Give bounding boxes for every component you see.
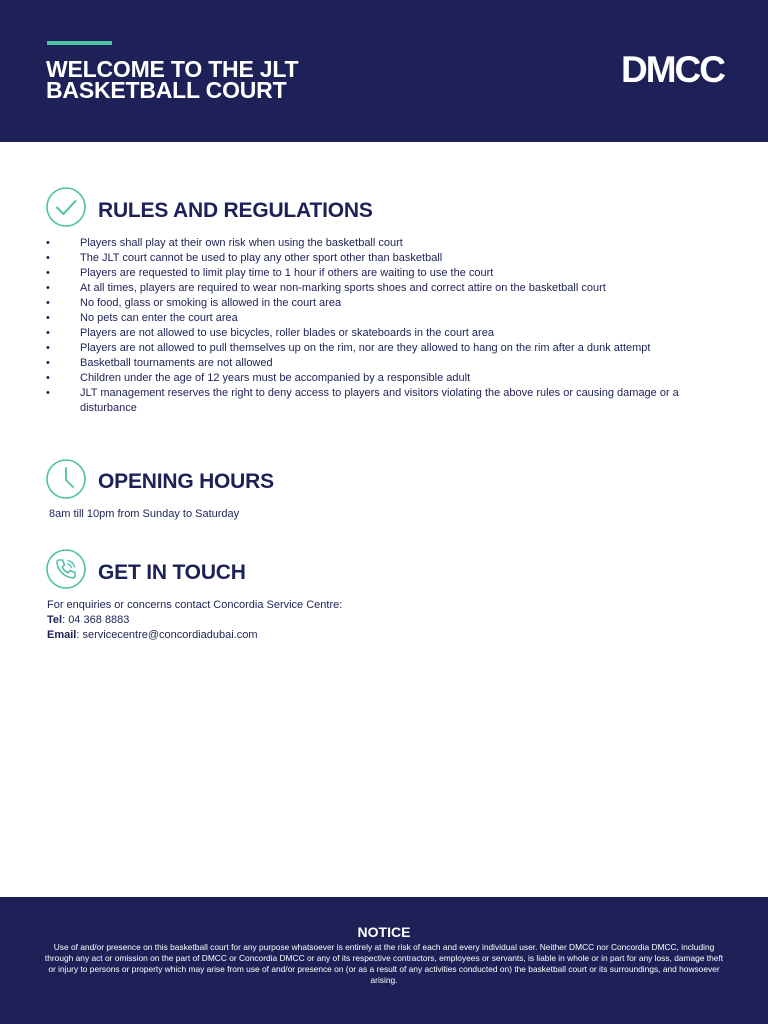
clock-icon xyxy=(46,459,86,499)
get-in-touch-heading: GET IN TOUCH xyxy=(98,561,246,584)
dmcc-logo: DMCC xyxy=(621,49,724,90)
rules-heading: RULES AND REGULATIONS xyxy=(98,199,373,222)
contact-email xyxy=(47,628,342,643)
notice-title: NOTICE xyxy=(357,924,411,940)
opening-hours-text: 8am till 10pm from Sunday to Saturday xyxy=(49,508,240,520)
page-title xyxy=(46,56,406,103)
rule-item: • The JLT court cannot be used to play any other sport other than basketball xyxy=(46,251,706,266)
rule-item: • Players shall play at their own risk when using the basketball court xyxy=(46,236,706,251)
rule-item: • No pets can enter the court area xyxy=(46,311,706,326)
notice-footer xyxy=(0,897,768,1024)
rule-item: • JLT management reserves the right to deny access to players and visitors violating the above rules or causing damage or a disturbance xyxy=(46,386,706,416)
accent-line xyxy=(47,41,112,45)
rule-item: • Players are not allowed to pull themselves up on the rim, nor are they allowed to hang on the rim after a dunk attempt xyxy=(46,341,706,356)
contact-block xyxy=(47,598,342,643)
opening-hours-heading: OPENING HOURS xyxy=(98,470,274,493)
rules-list xyxy=(46,236,706,416)
notice-text: Use of and/or presence on this basketball court for any purpose whatsoever is entirely at the risk of each and every individual user. Neither DMCC nor Concordia DMCC, including through any act or omission on the part of DMCC or Concordia DMCC or any of its respective contractors, employees or servants, is liable in whole or in part for any loss, damage theft or injury to persons or property which may arise from use of and/or presence on (or as a result of any activities conducted on) the basketball court or its surroundings, and howsoever arising. xyxy=(44,942,724,985)
title-line-2: BASKETBALL COURT xyxy=(46,77,287,103)
header-banner xyxy=(0,0,768,142)
email-label: Email xyxy=(47,629,77,641)
rule-item: • Children under the age of 12 years must be accompanied by a responsible adult xyxy=(46,371,706,386)
email-value: : servicecentre@concordiadubai.com xyxy=(76,629,258,641)
contact-tel xyxy=(47,613,342,628)
rule-item: • Basketball tournaments are not allowed xyxy=(46,356,706,371)
rule-item: • Players are requested to limit play time to 1 hour if others are waiting to use the court xyxy=(46,266,706,281)
title-line-1: WELCOME TO THE JLT xyxy=(46,56,299,82)
check-circle-icon xyxy=(46,187,86,227)
tel-label: Tel xyxy=(47,614,63,626)
rule-item: • Players are not allowed to use bicycles, roller blades or skateboards in the court area xyxy=(46,326,706,341)
rule-item: • At all times, players are required to wear non-marking sports shoes and correct attire on the basketball court xyxy=(46,281,706,296)
tel-value: : 04 368 8883 xyxy=(62,614,130,626)
contact-intro: For enquiries or concerns contact Concordia Service Centre: xyxy=(47,599,343,611)
phone-icon xyxy=(46,549,86,589)
rule-item: • No food, glass or smoking is allowed in the court area xyxy=(46,296,706,311)
